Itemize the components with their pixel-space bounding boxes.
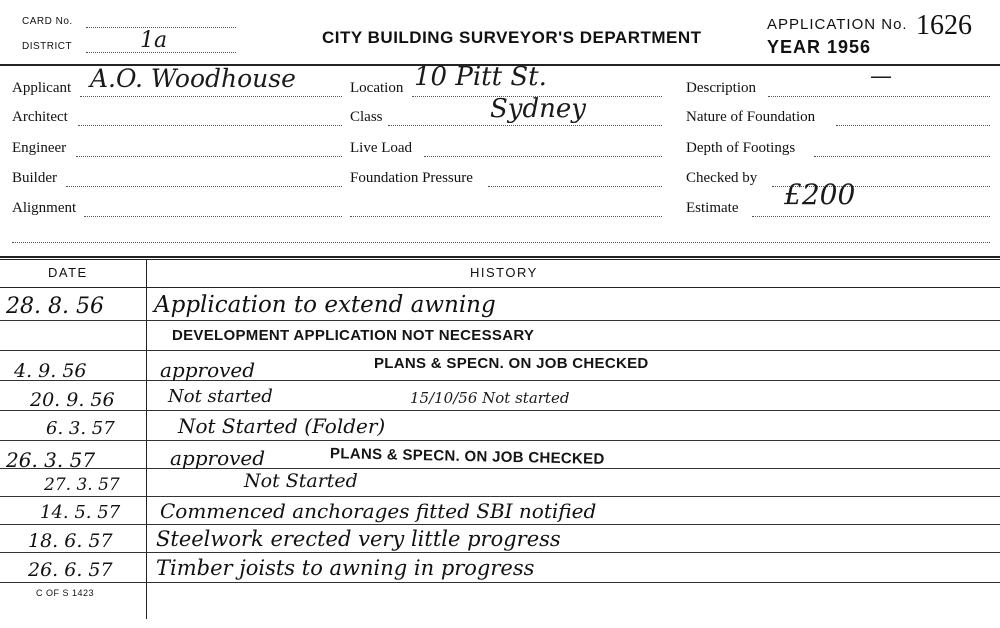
depth-label: Depth of Footings [686,140,796,156]
application-no: 1626 [916,10,972,41]
history-top-border [0,256,1000,258]
live-load-line [424,156,662,157]
row-line [0,524,1000,525]
class-label: Class [350,109,383,125]
history-top-border-inner [0,259,1000,260]
column2-blank-line [350,216,662,217]
applicant-line [80,96,342,97]
nature-label: Nature of Foundation [686,109,816,125]
live-load-label: Live Load [350,140,413,156]
history-date: 27. 3. 57 [44,475,120,495]
row-line [0,582,1000,583]
history-entry: Commenced anchorages fitted SBI notified [160,499,597,523]
location-value: 10 Pitt St. [414,62,547,92]
row-line [0,320,1000,321]
development-stamp: DEVELOPMENT APPLICATION NOT NECESSARY [172,327,535,344]
history-date: 26. 3. 57 [6,448,96,472]
department-title: CITY BUILDING SURVEYOR'S DEPARTMENT [322,28,702,47]
row-line [0,468,1000,469]
row-line [0,496,1000,497]
history-date: 4. 9. 56 [14,360,87,382]
district-value: 1a [140,28,168,53]
alignment-line [84,216,342,217]
engineer-label: Engineer [12,140,67,156]
history-entry: Not Started (Folder) [178,414,386,438]
description-label: Description [686,80,756,96]
location-value-2: Sydney [490,94,586,124]
description-line [768,96,990,97]
history-entry: Timber joists to awning in progress [156,556,535,580]
fields-bottom-line [12,242,990,243]
row-line [0,410,1000,411]
year-label: YEAR 1956 [767,37,872,57]
row-line [0,380,1000,381]
history-date: 6. 3. 57 [46,418,115,439]
applicant-value: A.O. Woodhouse [90,64,296,93]
builder-line [66,186,342,187]
district-label: DISTRICT [22,41,73,52]
history-entry: Application to extend awning [154,292,496,318]
history-date: 26. 6. 57 [28,559,113,581]
estimate-label: Estimate [686,200,739,216]
foundation-pressure-line [488,186,662,187]
row-line [0,350,1000,351]
history-date: 20. 9. 56 [30,389,115,411]
header-divider [0,287,1000,288]
date-header: DATE [48,265,88,280]
date-column-divider [146,259,147,619]
location-label: Location [350,80,404,96]
history-entry: Not Started [244,470,358,492]
depth-line [814,156,990,157]
history-entry: approved [170,446,266,470]
row-line [0,552,1000,553]
application-no-label: APPLICATION No. [767,16,908,33]
form-code: C OF S 1423 [36,588,95,598]
plans-checked-stamp: PLANS & SPECN. ON JOB CHECKED [329,445,605,468]
history-entry: Not started [168,386,273,407]
architect-label: Architect [12,109,68,125]
history-date: 28. 8. 56 [6,294,104,319]
history-entry: Steelwork erected very little progress [156,527,561,551]
engineer-line [76,156,342,157]
foundation-pressure-label: Foundation Pressure [350,170,473,186]
estimate-value: £200 [784,178,856,211]
history-header: HISTORY [470,265,538,280]
estimate-line [752,216,990,217]
alignment-label: Alignment [12,200,77,216]
card-no-label: CARD No. [22,16,73,27]
history-date: 14. 5. 57 [40,502,121,523]
architect-line [78,125,342,126]
nature-line [836,125,990,126]
builder-label: Builder [12,170,57,186]
history-entry-extra: 15/10/56 Not started [410,389,570,407]
plans-checked-stamp: PLANS & SPECN. ON JOB CHECKED [374,355,649,372]
description-value: — [870,64,892,89]
history-date: 18. 6. 57 [28,530,113,552]
checked-by-label: Checked by [686,170,758,186]
row-line [0,440,1000,441]
applicant-label: Applicant [12,80,72,96]
class-line [388,125,662,126]
history-entry: approved [160,358,256,382]
